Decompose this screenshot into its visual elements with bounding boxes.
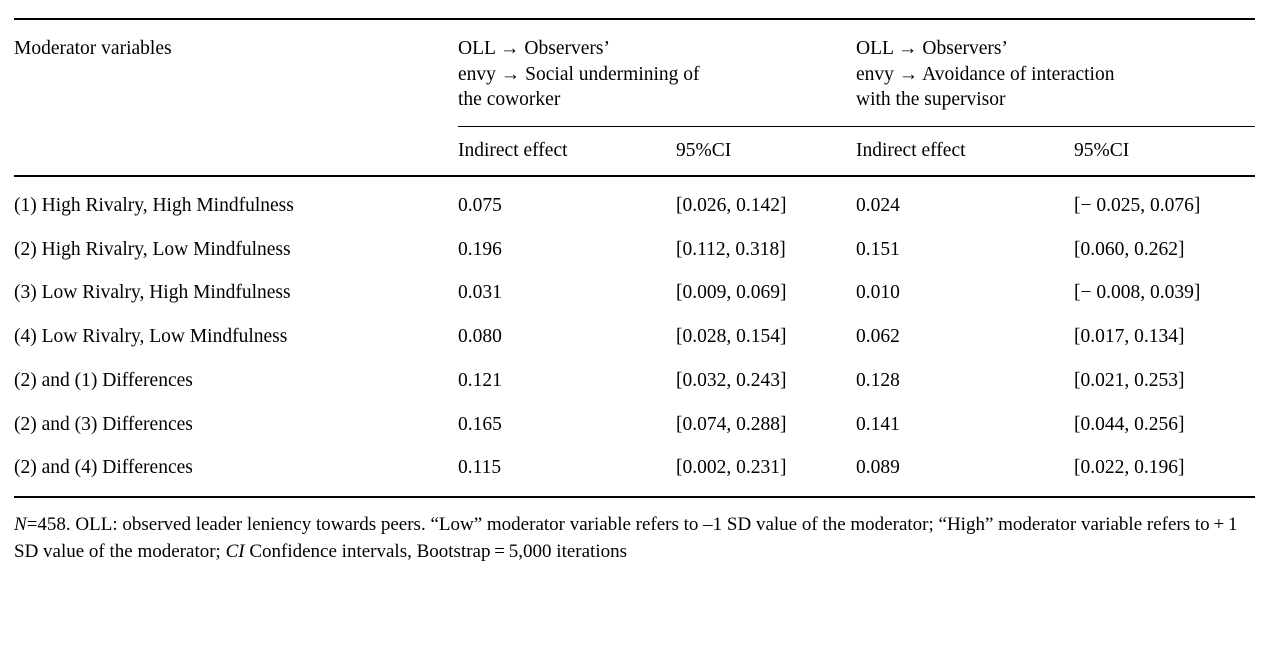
row-ci-1: [0.112, 0.318] [676, 238, 786, 260]
row-effect-1: 0.075 [458, 194, 502, 216]
subheader-ci-2: 95%CI [1074, 127, 1255, 176]
header-group-row [14, 19, 1255, 126]
table-body [14, 176, 1255, 497]
group-header-undermining [458, 19, 856, 126]
row-effect-1: 0.031 [458, 282, 502, 304]
table-row [14, 228, 1255, 272]
row-ci-2: [0.022, 0.196] [1074, 446, 1255, 497]
row-effect-1: 0.115 [458, 446, 676, 497]
row-effect-2: 0.128 [856, 369, 900, 391]
row-ci-2: [− 0.025, 0.076] [1074, 194, 1201, 216]
row-ci-1: [0.009, 0.069] [676, 282, 787, 304]
table-header [14, 19, 1255, 176]
row-effect-2: 0.024 [856, 194, 900, 216]
table-row [14, 359, 1255, 403]
group1-line-2: envy → Social undermining of [458, 63, 700, 85]
group2-line-3: with the supervisor [856, 89, 1006, 111]
row-effect-2: 0.089 [856, 446, 1074, 497]
row-effect-1: 0.196 [458, 238, 502, 260]
row-moderator: (3) Low Rivalry, High Mindfulness [14, 282, 291, 304]
row-moderator: (2) and (4) Differences [14, 446, 458, 497]
row-moderator: (2) and (3) Differences [14, 413, 193, 435]
table-row [14, 403, 1255, 447]
table-row [14, 446, 1255, 497]
subheader-indirect-effect-1: Indirect effect [458, 127, 676, 176]
results-table [14, 18, 1255, 498]
row-moderator: (1) High Rivalry, High Mindfulness [14, 194, 294, 216]
row-ci-2: [0.044, 0.256] [1074, 413, 1185, 435]
subheader-ci-1: 95%CI [676, 127, 856, 176]
row-ci-1: [0.074, 0.288] [676, 413, 787, 435]
row-moderator: (2) and (1) Differences [14, 369, 193, 391]
moderator-variables-header: Moderator variables [14, 19, 458, 127]
row-ci-1: [0.026, 0.142] [676, 194, 787, 216]
table-note [14, 512, 1255, 566]
row-effect-2: 0.010 [856, 282, 900, 304]
row-ci-2: [− 0.008, 0.039] [1074, 282, 1201, 304]
row-effect-2: 0.062 [856, 326, 900, 348]
row-moderator: (2) High Rivalry, Low Mindfulness [14, 238, 291, 260]
group2-line-2: envy → Avoidance of interaction [856, 63, 1115, 85]
row-ci-2: [0.060, 0.262] [1074, 238, 1185, 260]
row-effect-2: 0.141 [856, 413, 900, 435]
note-ci-text: Confidence intervals, Bootstrap = 5,000 iterations [244, 541, 628, 563]
subheader-indirect-effect-2: Indirect effect [856, 127, 1074, 176]
row-effect-2: 0.151 [856, 238, 900, 260]
table-row [14, 271, 1255, 315]
row-moderator: (4) Low Rivalry, Low Mindfulness [14, 326, 288, 348]
group-header-avoidance [856, 19, 1255, 126]
row-effect-1: 0.121 [458, 369, 502, 391]
row-effect-1: 0.080 [458, 326, 502, 348]
group2-line-1: OLL → Observers’ [856, 38, 1008, 59]
table-row [14, 315, 1255, 359]
group1-line-3: the coworker [458, 89, 561, 111]
table-row [14, 176, 1255, 228]
row-ci-1: [0.028, 0.154] [676, 326, 787, 348]
note-n-value: =458. OLL: observed leader leniency towards peers. “Low” moderator variable refers to –1 SD value of the moderator; “High” moderator variable refers to + 1 SD value of the moderator; [14, 514, 1238, 563]
note-n-label: N [14, 514, 27, 536]
row-effect-1: 0.165 [458, 413, 502, 435]
row-ci-1: [0.002, 0.231] [676, 446, 856, 497]
subheader-blank [14, 127, 458, 176]
subheader-row [14, 127, 1255, 176]
row-ci-2: [0.017, 0.134] [1074, 326, 1185, 348]
row-ci-1: [0.032, 0.243] [676, 369, 787, 391]
note-ci-label: CI [225, 541, 245, 563]
group1-line-1: OLL → Observers’ [458, 38, 610, 59]
row-ci-2: [0.021, 0.253] [1074, 369, 1185, 391]
